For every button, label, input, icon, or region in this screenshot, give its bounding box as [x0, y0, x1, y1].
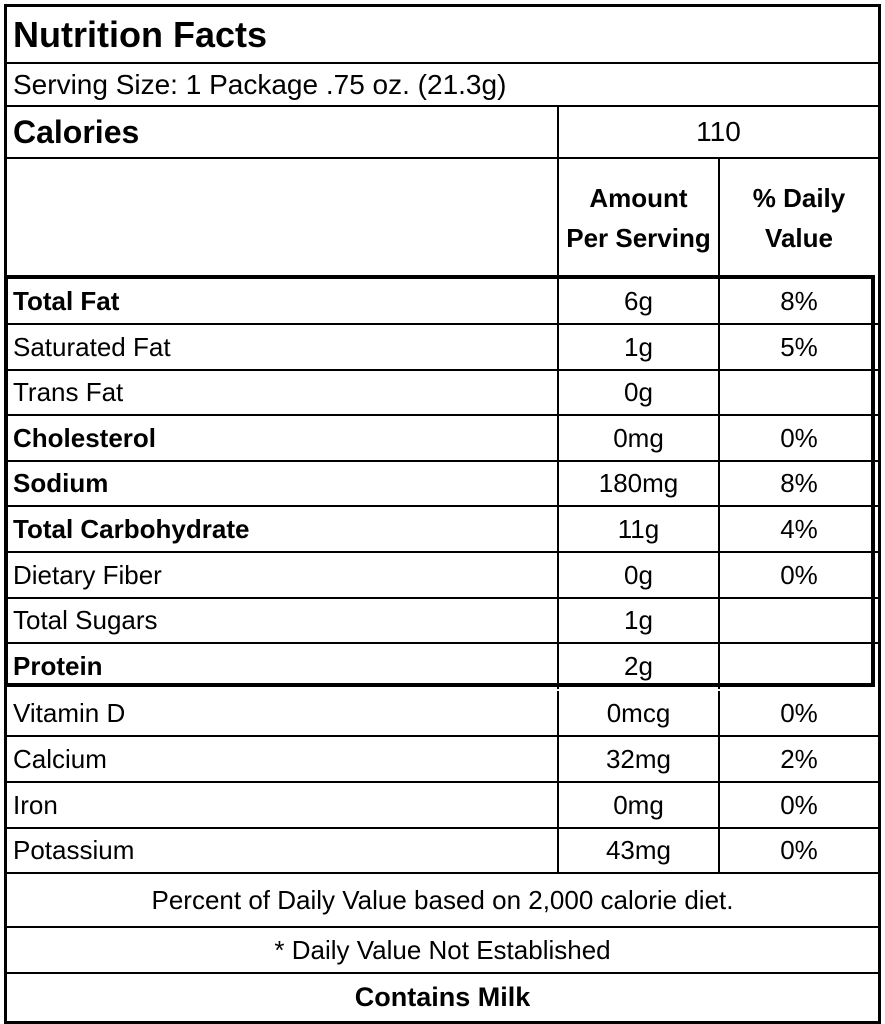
calories-label: Calories: [13, 113, 140, 150]
vitamin-name: Calcium: [13, 743, 107, 774]
nutrient-row: [7, 462, 878, 507]
vitamin-daily-value: 0%: [718, 691, 878, 735]
daily-value-header: [718, 159, 878, 277]
dv-header-line2: Value: [765, 223, 833, 253]
nutrient-name: Cholesterol: [13, 422, 157, 453]
vitamin-amount: 32mg: [557, 737, 718, 781]
serving-size-row: [7, 64, 878, 107]
nutrient-amount: 0g: [557, 371, 718, 414]
vitamin-amount: 43mg: [557, 829, 718, 872]
nutrient-row: [7, 371, 878, 416]
nutrient-amount: 0g: [557, 553, 718, 597]
vitamin-name: Potassium: [13, 835, 135, 865]
nutrient-row: [7, 644, 878, 689]
nutrient-daily-value: [718, 371, 878, 414]
nutrient-daily-value: [718, 599, 878, 642]
calories-row: [7, 107, 878, 159]
nutrient-daily-value: 4%: [718, 507, 878, 551]
vitamin-amount: 0mg: [557, 783, 718, 827]
nutrient-name: Protein: [13, 651, 103, 681]
vitamin-row: [7, 737, 878, 783]
column-header-row: [7, 159, 878, 277]
amount-header: [557, 159, 718, 277]
serving-size: Serving Size: 1 Package .75 oz. (21.3g): [13, 68, 507, 100]
vitamin-name: Iron: [13, 789, 58, 820]
nutrient-name: Saturated Fat: [13, 331, 171, 362]
nutrient-amount: 1g: [557, 599, 718, 642]
nutrient-name: Total Fat: [13, 285, 120, 316]
nutrient-daily-value: [718, 644, 878, 689]
vitamin-daily-value: 2%: [718, 737, 878, 781]
nutrient-amount: 1g: [557, 325, 718, 369]
nutrient-row: [7, 279, 878, 325]
nutrient-amount: 6g: [557, 279, 718, 323]
not-established-footnote: * Daily Value Not Established: [274, 934, 611, 965]
nutrient-daily-value: 0%: [718, 553, 878, 597]
nutrient-row: [7, 599, 878, 644]
title-row: [7, 7, 878, 64]
vitamin-name: Vitamin D: [13, 697, 126, 728]
footnote-row: [7, 874, 878, 928]
nutrient-name: Trans Fat: [13, 377, 124, 407]
allergen-row: [7, 974, 878, 1021]
amount-header-line1: Amount: [589, 183, 688, 213]
page-title: Nutrition Facts: [13, 13, 268, 55]
dv-header-line1: % Daily: [752, 183, 846, 213]
nutrient-name: Sodium: [13, 468, 109, 498]
nutrient-amount: 2g: [557, 644, 718, 689]
daily-value-footnote: Percent of Daily Value based on 2,000 calorie diet.: [151, 884, 734, 915]
nutrient-name: Total Carbohydrate: [13, 513, 250, 544]
vitamin-daily-value: 0%: [718, 783, 878, 827]
nutrient-amount: 0mg: [557, 416, 718, 460]
calories-value: 110: [557, 107, 878, 157]
header-blank: [7, 159, 557, 277]
vitamin-row: [7, 829, 878, 874]
amount-header-line2: Per Serving: [566, 223, 711, 253]
nutrient-row: [7, 553, 878, 599]
nutrient-daily-value: 8%: [718, 462, 878, 505]
nutrient-row: [7, 325, 878, 371]
nutrient-daily-value: 0%: [718, 416, 878, 460]
allergen-statement: Contains Milk: [354, 982, 531, 1012]
nutrient-name: Dietary Fiber: [13, 559, 162, 590]
nutrient-row: [7, 416, 878, 462]
vitamin-amount: 0mcg: [557, 691, 718, 735]
nutrient-daily-value: 5%: [718, 325, 878, 369]
vitamin-row: [7, 783, 878, 829]
nutrient-amount: 11g: [557, 507, 718, 551]
nutrient-daily-value: 8%: [718, 279, 878, 323]
nutrient-name: Total Sugars: [13, 605, 158, 635]
vitamin-daily-value: 0%: [718, 829, 878, 872]
vitamin-row: [7, 691, 878, 737]
nutrient-amount: 180mg: [557, 462, 718, 505]
nutrient-row: [7, 507, 878, 553]
footnote-row: [7, 928, 878, 974]
